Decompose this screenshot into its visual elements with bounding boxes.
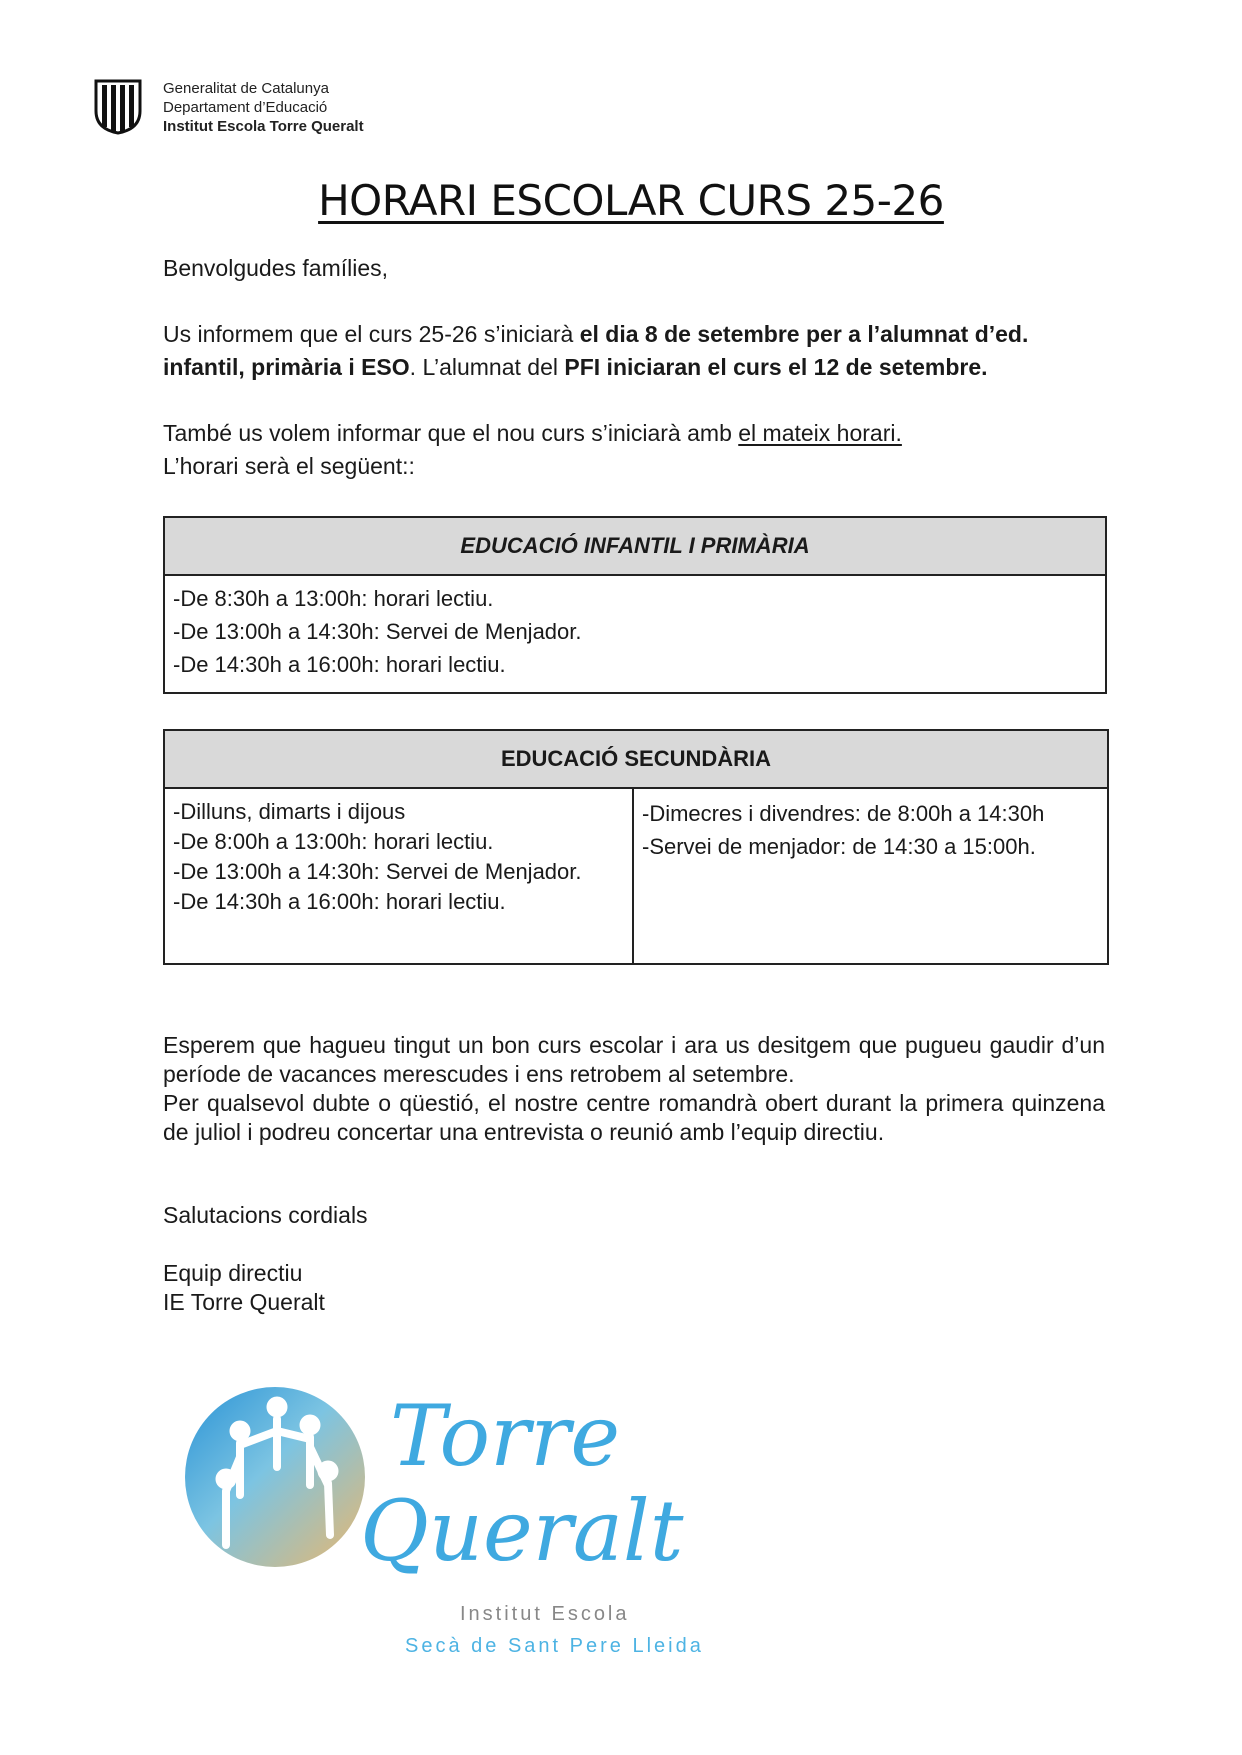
- closing-paragraphs: [163, 1031, 1105, 1147]
- signature-line-1: Equip directiu: [163, 1260, 303, 1286]
- table1-line: -De 13:00h a 14:30h: Servei de Menjador.: [173, 619, 582, 644]
- secundaria-table: [163, 729, 1109, 965]
- infantil-primaria-table: [163, 516, 1107, 694]
- org-line-1: Generalitat de Catalunya: [163, 80, 329, 97]
- table2-left-line: -De 8:00h a 13:00h: horari lectiu.: [173, 829, 494, 854]
- page-title: HORARI ESCOLAR CURS 25-26: [318, 176, 944, 225]
- logo-subtitle-1: Institut Escola: [460, 1603, 630, 1625]
- table2-left-cell: [164, 788, 633, 964]
- table2-left-line: -Dilluns, dimarts i dijous: [173, 799, 406, 824]
- signature-line-2: IE Torre Queralt: [163, 1289, 325, 1315]
- intro-line-3: També us volem informar que el nou curs s’iniciarà amb el mateix horari.: [163, 420, 902, 446]
- intro-line-1: Us informem que el curs 25-26 s’iniciarà el dia 8 de setembre per a l’alumnat d’ed.: [163, 321, 1029, 347]
- table2-left-line: -De 14:30h a 16:00h: horari lectiu.: [173, 889, 506, 914]
- logo-word-2: Queralt: [360, 1482, 684, 1580]
- salutation: Salutacions cordials: [163, 1202, 368, 1228]
- torre-queralt-logo: [180, 1375, 720, 1675]
- intro-line-4: L’horari serà el següent::: [163, 453, 415, 479]
- logo-subtitle-2: Secà de Sant Pere Lleida: [405, 1635, 704, 1657]
- table1-line: -De 14:30h a 16:00h: horari lectiu.: [173, 652, 506, 677]
- table1-heading: EDUCACIÓ INFANTIL I PRIMÀRIA: [164, 517, 1106, 575]
- generalitat-seal-icon: [92, 77, 144, 135]
- table2-heading: EDUCACIÓ SECUNDÀRIA: [164, 730, 1108, 788]
- table2-right-cell: [633, 788, 1108, 964]
- table2-right-line: -Servei de menjador: de 14:30 a 15:00h.: [642, 834, 1036, 859]
- logo-word-1: Torre: [390, 1387, 621, 1485]
- table2-left-line: -De 13:00h a 14:30h: Servei de Menjador.: [173, 859, 582, 884]
- closing-paragraph-1: Esperem que hagueu tingut un bon curs escolar i ara us desitgem que pugueu gaudir d’un període de vacances merescudes i ens retrobem al setembre.: [163, 1032, 1105, 1087]
- organization-block: [163, 79, 364, 136]
- table1-line: -De 8:30h a 13:00h: horari lectiu.: [173, 586, 494, 611]
- org-line-2: Departament d’Educació: [163, 99, 328, 116]
- table1-body: [164, 575, 1106, 693]
- intro-line-2: infantil, primària i ESO. L’alumnat del PFI iniciaran el curs el 12 de setembre.: [163, 354, 988, 380]
- greeting: Benvolgudes famílies,: [163, 255, 389, 281]
- org-line-3: Institut Escola Torre Queralt: [163, 118, 364, 135]
- closing-paragraph-2: Per qualsevol dubte o qüestió, el nostre centre romandrà obert durant la primera quinzena de juliol i podreu concertar una entrevista o reunió amb l’equip directiu.: [163, 1090, 1105, 1145]
- table2-right-line: -Dimecres i divendres: de 8:00h a 14:30h: [642, 801, 1045, 826]
